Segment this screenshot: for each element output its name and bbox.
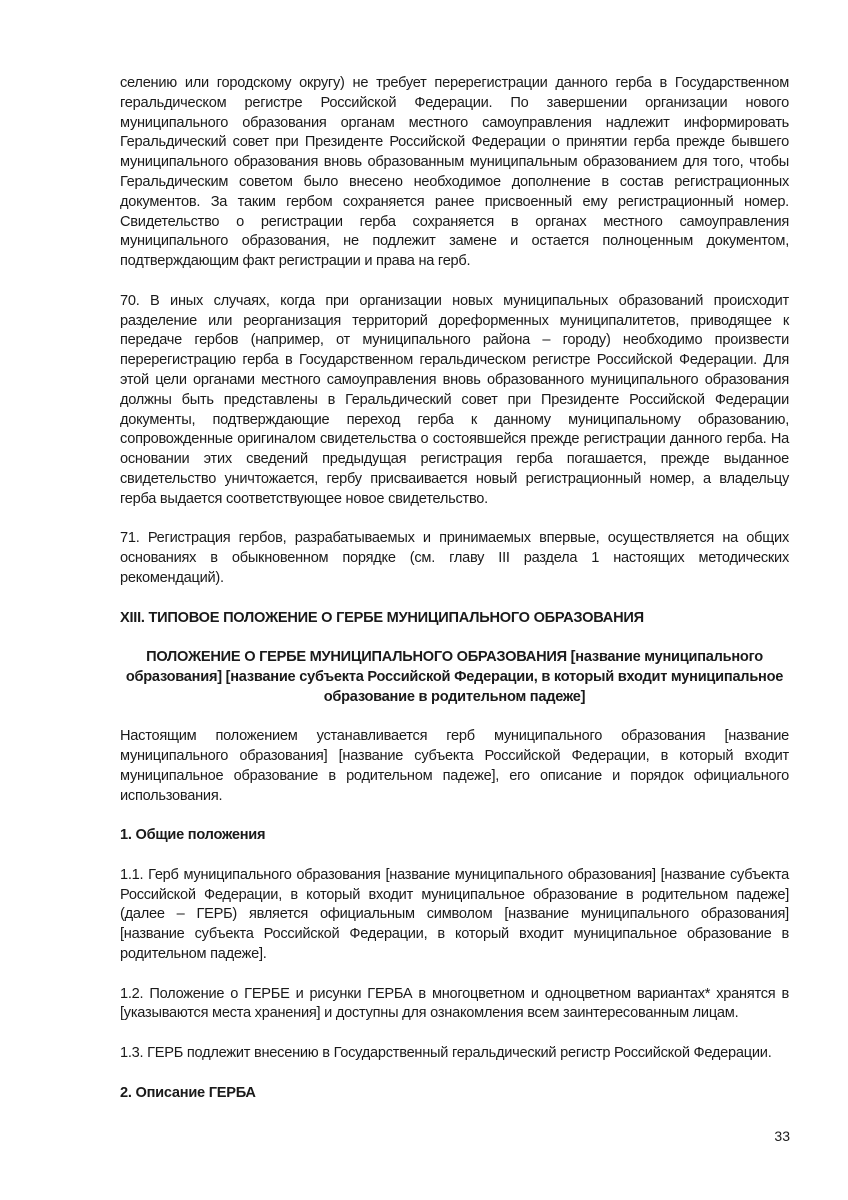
clause-1-3: 1.3. ГЕРБ подлежит внесению в Государственный геральдический регистр Российской Федерации. (120, 1045, 772, 1062)
paragraph-71: 71. Регистрация гербов, разрабатываемых и принимаемых впервые, осуществляется на общих основаниях в обыкновенном порядке (см. главу III раздела 1 настоящих методических рекомендаций). (120, 530, 789, 586)
subsection-heading-general: 1. Общие положения (120, 827, 266, 844)
regulation-title-placeholder: [название муниципального образования] [название субъекта Российской Федерации, в который входит муниципальное образование в родительном падеже] (125, 649, 784, 705)
page-number: 33 (774, 1128, 790, 1144)
document-page (120, 74, 789, 1123)
section-heading-xiii: XIII. ТИПОВОЕ ПОЛОЖЕНИЕ О ГЕРБЕ МУНИЦИПАЛЬНОГО ОБРАЗОВАНИЯ (120, 609, 644, 626)
paragraph-70: 70. В иных случаях, когда при организации новых муниципальных образований происходит разделение или реорганизация территорий дореформенных муниципалитетов, приводящее к передаче гербов (например, от муниципального района – городу) необходимо произвести перерегистрацию герба в Государственном геральдическом регистре Российской Федерации. Для этой цели органами местного самоуправления вновь образованного муниципального образования должны быть представлены в Геральдический совет при Президенте Российской Федерации документы, подтверждающие переход герба к данному муниципальному образованию, сопровожденные оригиналом свидетельства о состоявшейся прежде регистрации данного герба. На основании этих сведений предыдущая регистрация герба погашается, прежде выданное свидетельство уничтожается, гербу присваивается новый регистрационный номер, а владельцу герба выдается соответствующее новое свидетельство. (120, 292, 789, 507)
intro-paragraph: Настоящим положением устанавливается герб муниципального образования [название муниципального образования] [название субъекта Российской Федерации, в который входит муниципальное образование в родительном падеже], его описание и порядок официального использования. (120, 728, 789, 804)
paragraph-69-continuation: селению или городскому округу) не требует перерегистрации данного герба в Государственном геральдическом регистре Российской Федерации. По завершении организации нового муниципального образования органам местного самоуправления надлежит информировать Геральдический совет при Президенте Российской Федерации о принятии герба прежде бывшего муниципального образования вновь образованным муниципальным образованием для того, чтобы Геральдическим советом было внесено необходимое дополнение в состав регистрационных документов. За таким гербом сохраняется ранее присвоенный ему регистрационный номер. Свидетельство о регистрации герба сохраняется в органах местного самоуправления муниципального образования, не подлежит замене и остается полноценным документом, подтверждающим факт регистрации и права на герб. (120, 75, 789, 270)
regulation-title-caps: ПОЛОЖЕНИЕ О ГЕРБЕ МУНИЦИПАЛЬНОГО ОБРАЗОВАНИЯ (146, 649, 567, 666)
regulation-title (120, 648, 789, 707)
subsection-heading-description: 2. Описание ГЕРБА (120, 1084, 256, 1101)
clause-1-2: 1.2. Положение о ГЕРБЕ и рисунки ГЕРБА в многоцветном и одноцветном вариантах* хранятся в [указываются места хранения] и доступны для ознакомления всем заинтересованным лицам. (120, 985, 789, 1022)
clause-1-1: 1.1. Герб муниципального образования [название муниципального образования] [название субъекта Российской Федерации, в который входит муниципальное образование в родительном падеже] (далее – ГЕРБ) является официальным символом [название муниципального образования] [название субъекта Российской Федерации, в который входит муниципальное образование в родительном падеже]. (120, 866, 789, 963)
